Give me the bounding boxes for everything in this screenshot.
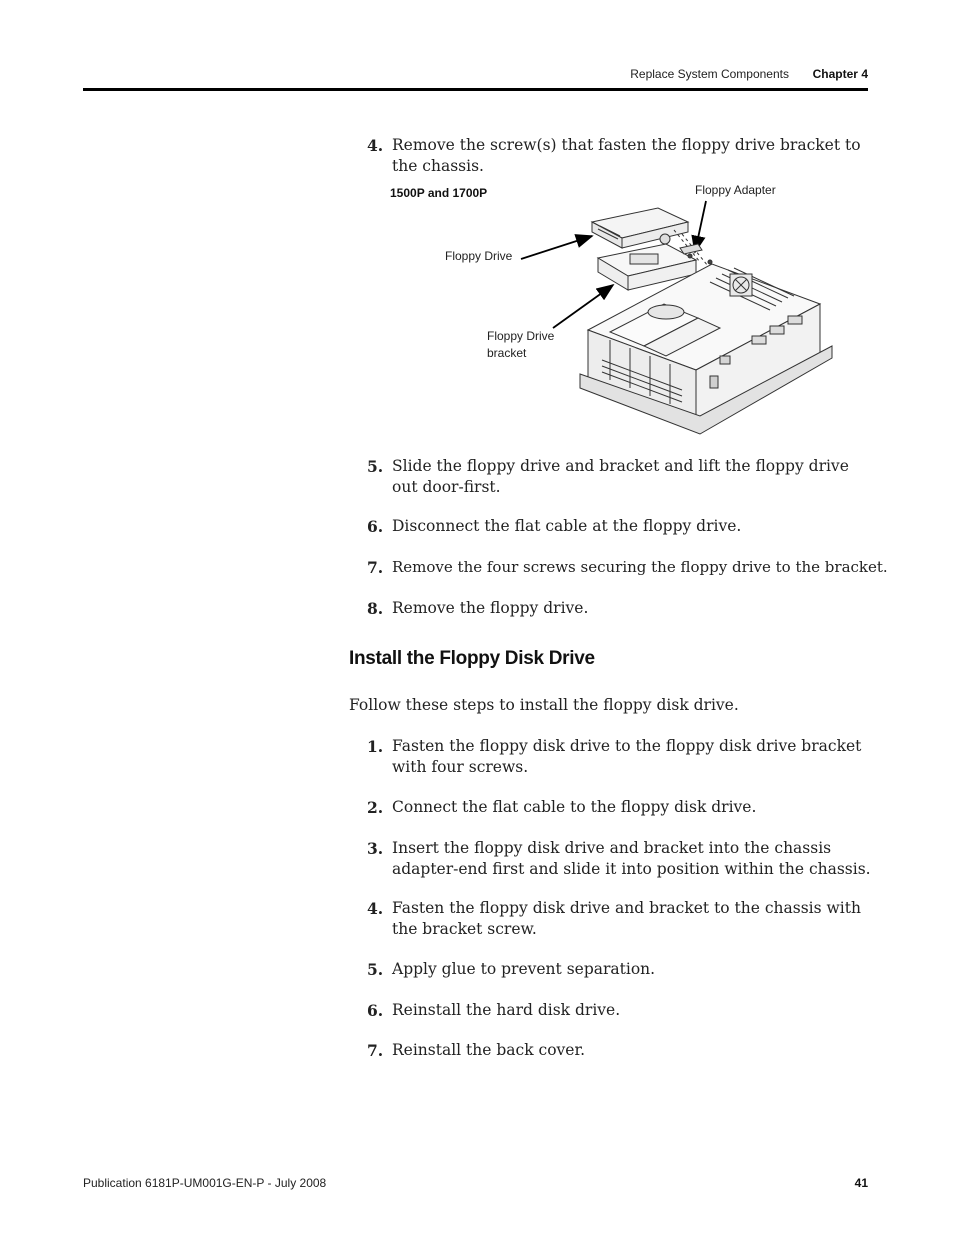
footer-page-number: 41: [854, 1176, 868, 1190]
step-number: 6.: [367, 517, 384, 536]
step-text: Remove the four screws securing the floppy drive to the bracket.: [392, 558, 888, 576]
section-heading-install: Install the Floppy Disk Drive: [349, 648, 595, 669]
install-step-3: [367, 838, 872, 880]
footer-publication: Publication 6181P-UM001G-EN-P - July 2008: [83, 1176, 327, 1190]
step-text: Apply glue to prevent separation.: [392, 960, 656, 978]
install-intro: Follow these steps to install the floppy disk drive.: [349, 696, 739, 714]
step-text: Reinstall the hard disk drive.: [392, 1001, 621, 1019]
header-chapter-label: Chapter 4: [812, 67, 868, 81]
step-text: Insert the floppy disk drive and bracket into the chassis adapter-end first and slide it into position within the chassis.: [392, 839, 871, 878]
install-step-5: [367, 959, 872, 980]
removal-step-7: [367, 557, 888, 578]
step-number: 2.: [367, 798, 384, 817]
callout-floppy-drive: Floppy Drive: [445, 249, 513, 263]
install-step-2: [367, 797, 872, 818]
step-number: 7.: [367, 1041, 384, 1060]
step-number: 4.: [367, 136, 384, 155]
step-text: Fasten the floppy disk drive and bracket to the chassis with the bracket screw.: [392, 899, 861, 938]
install-step-7: [367, 1040, 872, 1061]
install-step-6: [367, 1000, 872, 1021]
step-number: 7.: [367, 558, 384, 577]
step-number: 6.: [367, 1001, 384, 1020]
header-section-title: Replace System Components: [630, 67, 789, 81]
callout-bracket-line1: Floppy Drive: [487, 329, 555, 343]
step-text: Slide the floppy drive and bracket and lift the floppy drive out door-first.: [392, 457, 849, 496]
step-number: 3.: [367, 839, 384, 858]
callout-floppy-adapter: Floppy Adapter: [695, 183, 776, 197]
removal-step-6: [367, 516, 872, 537]
step-number: 5.: [367, 457, 384, 476]
step-text: Remove the floppy drive.: [392, 599, 589, 617]
install-step-1: [367, 736, 872, 778]
install-step-4: [367, 898, 872, 940]
removal-step-5: [367, 456, 872, 498]
callout-bracket-line2: bracket: [487, 346, 527, 360]
step-text: Connect the flat cable to the floppy disk drive.: [392, 798, 757, 816]
chassis-illustration: [570, 190, 835, 440]
step-number: 5.: [367, 960, 384, 979]
step-text: Reinstall the back cover.: [392, 1041, 586, 1059]
removal-step-8: [367, 598, 872, 619]
figure-title: 1500P and 1700P: [390, 186, 488, 200]
step-number: 8.: [367, 599, 384, 618]
step-text: Disconnect the flat cable at the floppy drive.: [392, 517, 742, 535]
step-number: 4.: [367, 899, 384, 918]
step-number: 1.: [367, 737, 384, 756]
step-text: Remove the screw(s) that fasten the floppy drive bracket to the chassis.: [392, 136, 861, 175]
step-text: Fasten the floppy disk drive to the floppy disk drive bracket with four screws.: [392, 737, 862, 776]
